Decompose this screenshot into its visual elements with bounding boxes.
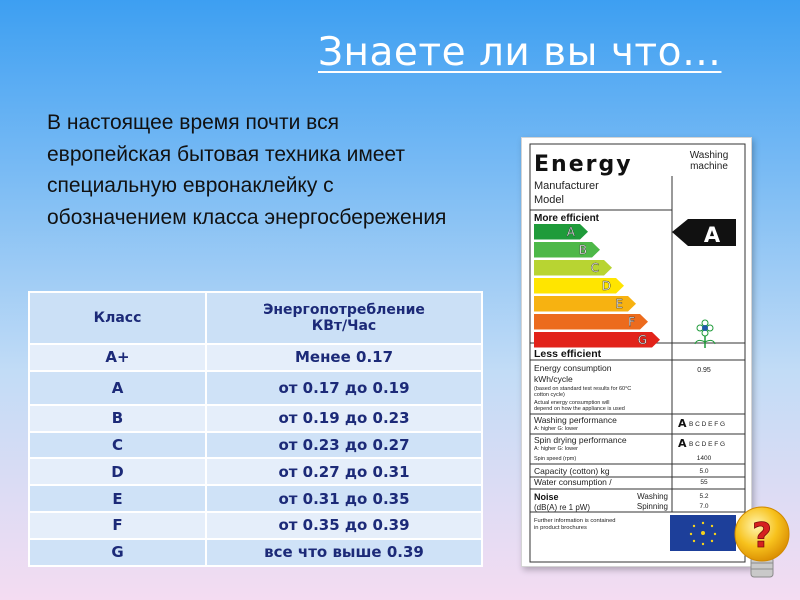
capacity-value: 5.0 <box>699 468 709 475</box>
header-unit-line: КВт/Час <box>311 318 377 334</box>
grade-bar-b <box>534 242 600 258</box>
cell-consumption: от 0.27 до 0.31 <box>206 458 482 485</box>
grade-letter-b: B <box>578 243 587 257</box>
grade-letter-c: C <box>590 261 599 275</box>
intro-line: обозначением класса энергосбережения <box>47 205 447 229</box>
table-row <box>29 512 482 539</box>
noise-title: Noise <box>534 492 559 502</box>
cell-consumption: от 0.17 до 0.19 <box>206 371 482 405</box>
washing-perf-scale: B C D E F G <box>689 421 726 428</box>
question-bulb-icon[interactable] <box>731 505 793 583</box>
cell-consumption: от 0.19 до 0.23 <box>206 405 482 432</box>
noise-spinning-label: Spinning <box>636 502 668 511</box>
label-heading: Energy <box>534 152 633 177</box>
water-label: Water consumption / <box>534 477 612 487</box>
cell-consumption: от 0.23 до 0.27 <box>206 432 482 459</box>
grade-bar-a <box>534 224 588 240</box>
intro-line: европейская бытовая техника имеет <box>47 142 406 166</box>
label-more-efficient: More efficient <box>534 213 600 224</box>
header-class: Класс <box>29 292 206 344</box>
spin-perf-rating: A <box>678 437 687 450</box>
cell-class: G <box>29 539 206 566</box>
label-less-efficient: Less efficient <box>534 348 602 360</box>
table-header-row <box>29 292 482 344</box>
spin-perf-scale-note: A: higher G: lower <box>534 446 579 452</box>
consumption-value: 0.95 <box>697 367 711 374</box>
consumption-note: cotton cycle) <box>534 392 565 398</box>
cell-consumption: от 0.31 до 0.35 <box>206 485 482 512</box>
cell-consumption: Менее 0.17 <box>206 344 482 371</box>
label-appliance-line: Washing <box>689 150 729 161</box>
cell-class: E <box>29 485 206 512</box>
energy-class-table <box>28 291 483 567</box>
eu-flower-icon <box>695 320 715 348</box>
table-row <box>29 344 482 371</box>
washing-perf-title: Washing performance <box>534 415 617 425</box>
consumption-note: Actual energy consumption will <box>534 400 610 406</box>
cell-class: C <box>29 432 206 459</box>
consumption-unit: kWh/cycle <box>534 374 573 384</box>
cell-class: B <box>29 405 206 432</box>
grade-letter-g: G <box>637 333 647 347</box>
grade-letter-f: F <box>628 315 635 329</box>
grade-bar-c <box>534 260 612 276</box>
table-row <box>29 458 482 485</box>
header-consumption <box>206 292 482 344</box>
label-footnote: in product brochures <box>534 525 587 531</box>
spin-speed-value: 1400 <box>696 455 712 462</box>
noise-washing-value: 5.2 <box>699 493 709 500</box>
table-row <box>29 432 482 459</box>
spin-perf-scale: B C D E F G <box>689 441 726 448</box>
eu-energy-label <box>521 137 752 567</box>
consumption-title: Energy consumption <box>534 363 612 373</box>
eu-flag-icon <box>670 515 736 551</box>
table-row <box>29 485 482 512</box>
label-appliance-line: machine <box>690 161 728 172</box>
energy-label-drawing <box>522 138 753 568</box>
noise-washing-label: Washing <box>637 492 668 501</box>
washing-perf-rating: A <box>678 417 687 430</box>
help-question-mark: ? <box>752 516 772 556</box>
noise-spinning-value: 7.0 <box>699 503 709 510</box>
spin-perf-title: Spin drying performance <box>534 435 627 445</box>
cell-class: D <box>29 458 206 485</box>
cell-consumption: все что выше 0.39 <box>206 539 482 566</box>
consumption-note: (based on standard test results for 60°C <box>534 386 632 392</box>
cell-class: A+ <box>29 344 206 371</box>
capacity-label: Capacity (cotton) kg <box>534 466 610 476</box>
grade-letter-a: A <box>566 225 575 239</box>
table-row <box>29 539 482 566</box>
cell-class: A <box>29 371 206 405</box>
label-model: Model <box>534 194 564 206</box>
noise-unit: (dB(A) re 1 pW) <box>534 503 591 512</box>
grade-bars <box>534 224 660 348</box>
intro-line: В настоящее время почти вся <box>47 111 339 134</box>
cell-class: F <box>29 512 206 539</box>
rated-class-letter: A <box>703 223 721 247</box>
help-badge[interactable] <box>731 505 793 583</box>
grade-letter-e: E <box>615 297 623 311</box>
cell-consumption: от 0.35 до 0.39 <box>206 512 482 539</box>
label-footnote: Further information is contained <box>534 518 616 524</box>
grade-letter-d: D <box>601 279 611 293</box>
water-value: 55 <box>700 479 708 486</box>
washing-perf-scale-note: A: higher G: lower <box>534 426 579 432</box>
slide-title: Знаете ли вы что… <box>318 30 722 75</box>
header-consumption-line: Энергопотребление <box>263 302 425 318</box>
spin-speed-label: Spin speed (rpm) <box>534 456 577 462</box>
label-manufacturer: Manufacturer <box>534 180 599 192</box>
consumption-note: depend on how the appliance is used <box>534 406 625 412</box>
table-row <box>29 405 482 432</box>
table-row <box>29 371 482 405</box>
intro-text <box>47 107 517 233</box>
intro-line: специальную евронаклейку с <box>47 174 334 197</box>
